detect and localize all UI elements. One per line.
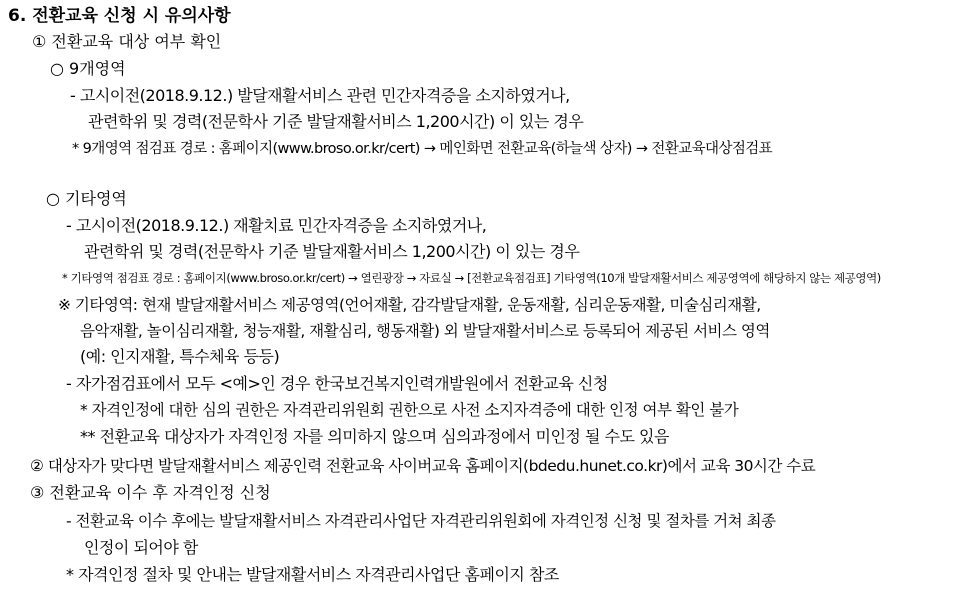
other-heading: ○ 기타영역	[46, 189, 127, 208]
other-note: * 기타영역 점검표 경로 : 홈페이지(www.broso.or.kr/cert) → 열린광장 → 자료실 → [전환교육점검표] 기타영역(10개 발달재활서비스 제공영역에 해당하지 않는 제공영역)	[62, 271, 881, 285]
section-title: 6. 전환교육 신청 시 유의사항	[8, 6, 231, 26]
area9-note: * 9개영역 점검표 경로 : 홈페이지(www.broso.or.kr/cert) → 메인화면 전환교육(하늘색 상자) → 전환교육대상점검표	[72, 141, 773, 157]
item3-line1: - 전환교육 이수 후에는 발달재활서비스 자격관리사업단 자격관리위원회에 자격인정 신청 및 절차를 거쳐 최종	[66, 512, 776, 530]
other-ref-line1: ※ 기타영역: 현재 발달재활서비스 제공영역(언어재활, 감각발달재활, 운동재활, 심리운동재활, 미술심리재활,	[58, 296, 761, 314]
other-star2: ** 전환교육 대상자가 자격인정 자를 의미하지 않으며 심의과정에서 미인정 될 수도 있음	[80, 427, 669, 446]
area9-line2: 관련학위 및 경력(전문학사 기준 발달재활서비스 1,200시간) 이 있는 경우	[88, 112, 584, 131]
other-line1: - 고시이전(2018.9.12.) 재활치료 민간자격증을 소지하였거나,	[66, 216, 487, 235]
other-ref-line2: 음악재활, 놀이심리재활, 청능재활, 재활심리, 행동재활) 외 발달재활서비스로 등록되어 제공된 서비스 영역	[80, 322, 770, 340]
other-ref-line3: (예: 인지재활, 특수체육 등등)	[80, 347, 280, 366]
item3-line2: 인정이 되어야 함	[84, 538, 198, 557]
item1-heading: ① 전환교육 대상 여부 확인	[32, 32, 222, 51]
item2-text: ② 대상자가 맞다면 발달재활서비스 제공인력 전환교육 사이버교육 홈페이지(bdedu.hunet.co.kr)에서 교육 30시간 수료	[30, 457, 816, 475]
other-line2: 관련학위 및 경력(전문학사 기준 발달재활서비스 1,200시간) 이 있는 경우	[84, 242, 580, 261]
item3-note: * 자격인정 절차 및 안내는 발달재활서비스 자격관리사업단 홈페이지 참조	[66, 565, 559, 584]
item3-heading: ③ 전환교육 이수 후 자격인정 신청	[30, 483, 271, 502]
other-star1: * 자격인정에 대한 심의 권한은 자격관리위원회 권한으로 사전 소지자격증에 대한 인정 여부 확인 불가	[80, 401, 739, 419]
area9-line1: - 고시이전(2018.9.12.) 발달재활서비스 관련 민간자격증을 소지하였거나,	[70, 86, 570, 105]
area9-heading: ○ 9개영역	[50, 59, 126, 78]
other-self-check: - 자가점검표에서 모두 <예>인 경우 한국보건복지인력개발원에서 전환교육 신청	[66, 374, 608, 393]
